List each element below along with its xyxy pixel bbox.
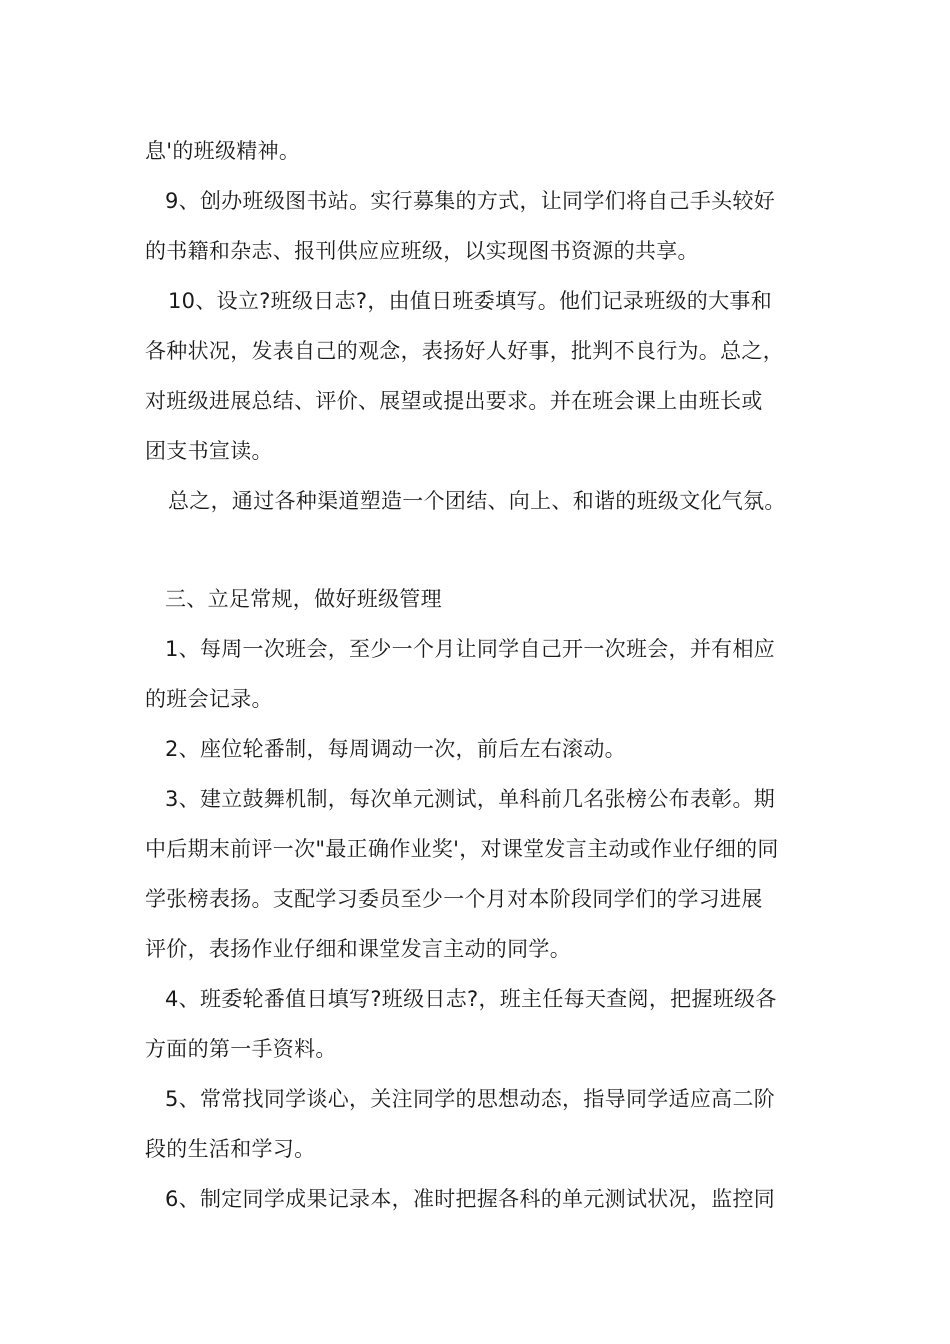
text-line: 9、创办班级图书站。实行募集的方式，让同学们将自己手头较好 bbox=[165, 189, 776, 213]
text-line: 的书籍和杂志、报刊供应应班级，以实现图书资源的共享。 bbox=[145, 239, 699, 263]
text-line: 学张榜表扬。支配学习委员至少一个月对本阶段同学们的学习进展 bbox=[145, 887, 763, 911]
text-line: 对班级进展总结、评价、展望或提出要求。并在班会课上由班长或 bbox=[145, 389, 763, 413]
text-line: 4、班委轮番值日填写?班级日志?，班主任每天查阅，把握班级各 bbox=[165, 987, 777, 1011]
text-line: 评价，表扬作业仔细和课堂发言主动的同学。 bbox=[145, 937, 571, 961]
text-line: 5、常常找同学谈心，关注同学的思想动态，指导同学适应高二阶 bbox=[165, 1087, 776, 1111]
text-line: 各种状况，发表自己的观念，表扬好人好事，批判不良行为。总之， bbox=[145, 339, 784, 363]
text-line: 段的生活和学习。 bbox=[145, 1137, 316, 1161]
text-line: 总之，通过各种渠道塑造一个团结、向上、和谐的班级文化气氛。 bbox=[168, 489, 786, 513]
text-line: 团支书宣读。 bbox=[145, 439, 273, 463]
section-heading: 三、立足常规，做好班级管理 bbox=[165, 587, 442, 611]
text-line: 2、座位轮番制，每周调动一次，前后左右滚动。 bbox=[165, 737, 626, 761]
text-line: 方面的第一手资料。 bbox=[145, 1037, 337, 1061]
text-line: 3、建立鼓舞机制，每次单元测试，单科前几名张榜公布表彰。期 bbox=[165, 787, 776, 811]
text-line: 中后期末前评一次"最正确作业奖'，对课堂发言主动或作业仔细的同 bbox=[145, 837, 779, 861]
text-line: 1、每周一次班会，至少一个月让同学自己开一次班会，并有相应 bbox=[165, 637, 776, 661]
text-line: 息'的班级精神。 bbox=[145, 139, 301, 163]
text-line: 6、制定同学成果记录本，准时把握各科的单元测试状况，监控同 bbox=[165, 1187, 776, 1211]
text-line: 的班会记录。 bbox=[145, 687, 273, 711]
text-line: 10、设立?班级日志?，由值日班委填写。他们记录班级的大事和 bbox=[168, 289, 773, 313]
